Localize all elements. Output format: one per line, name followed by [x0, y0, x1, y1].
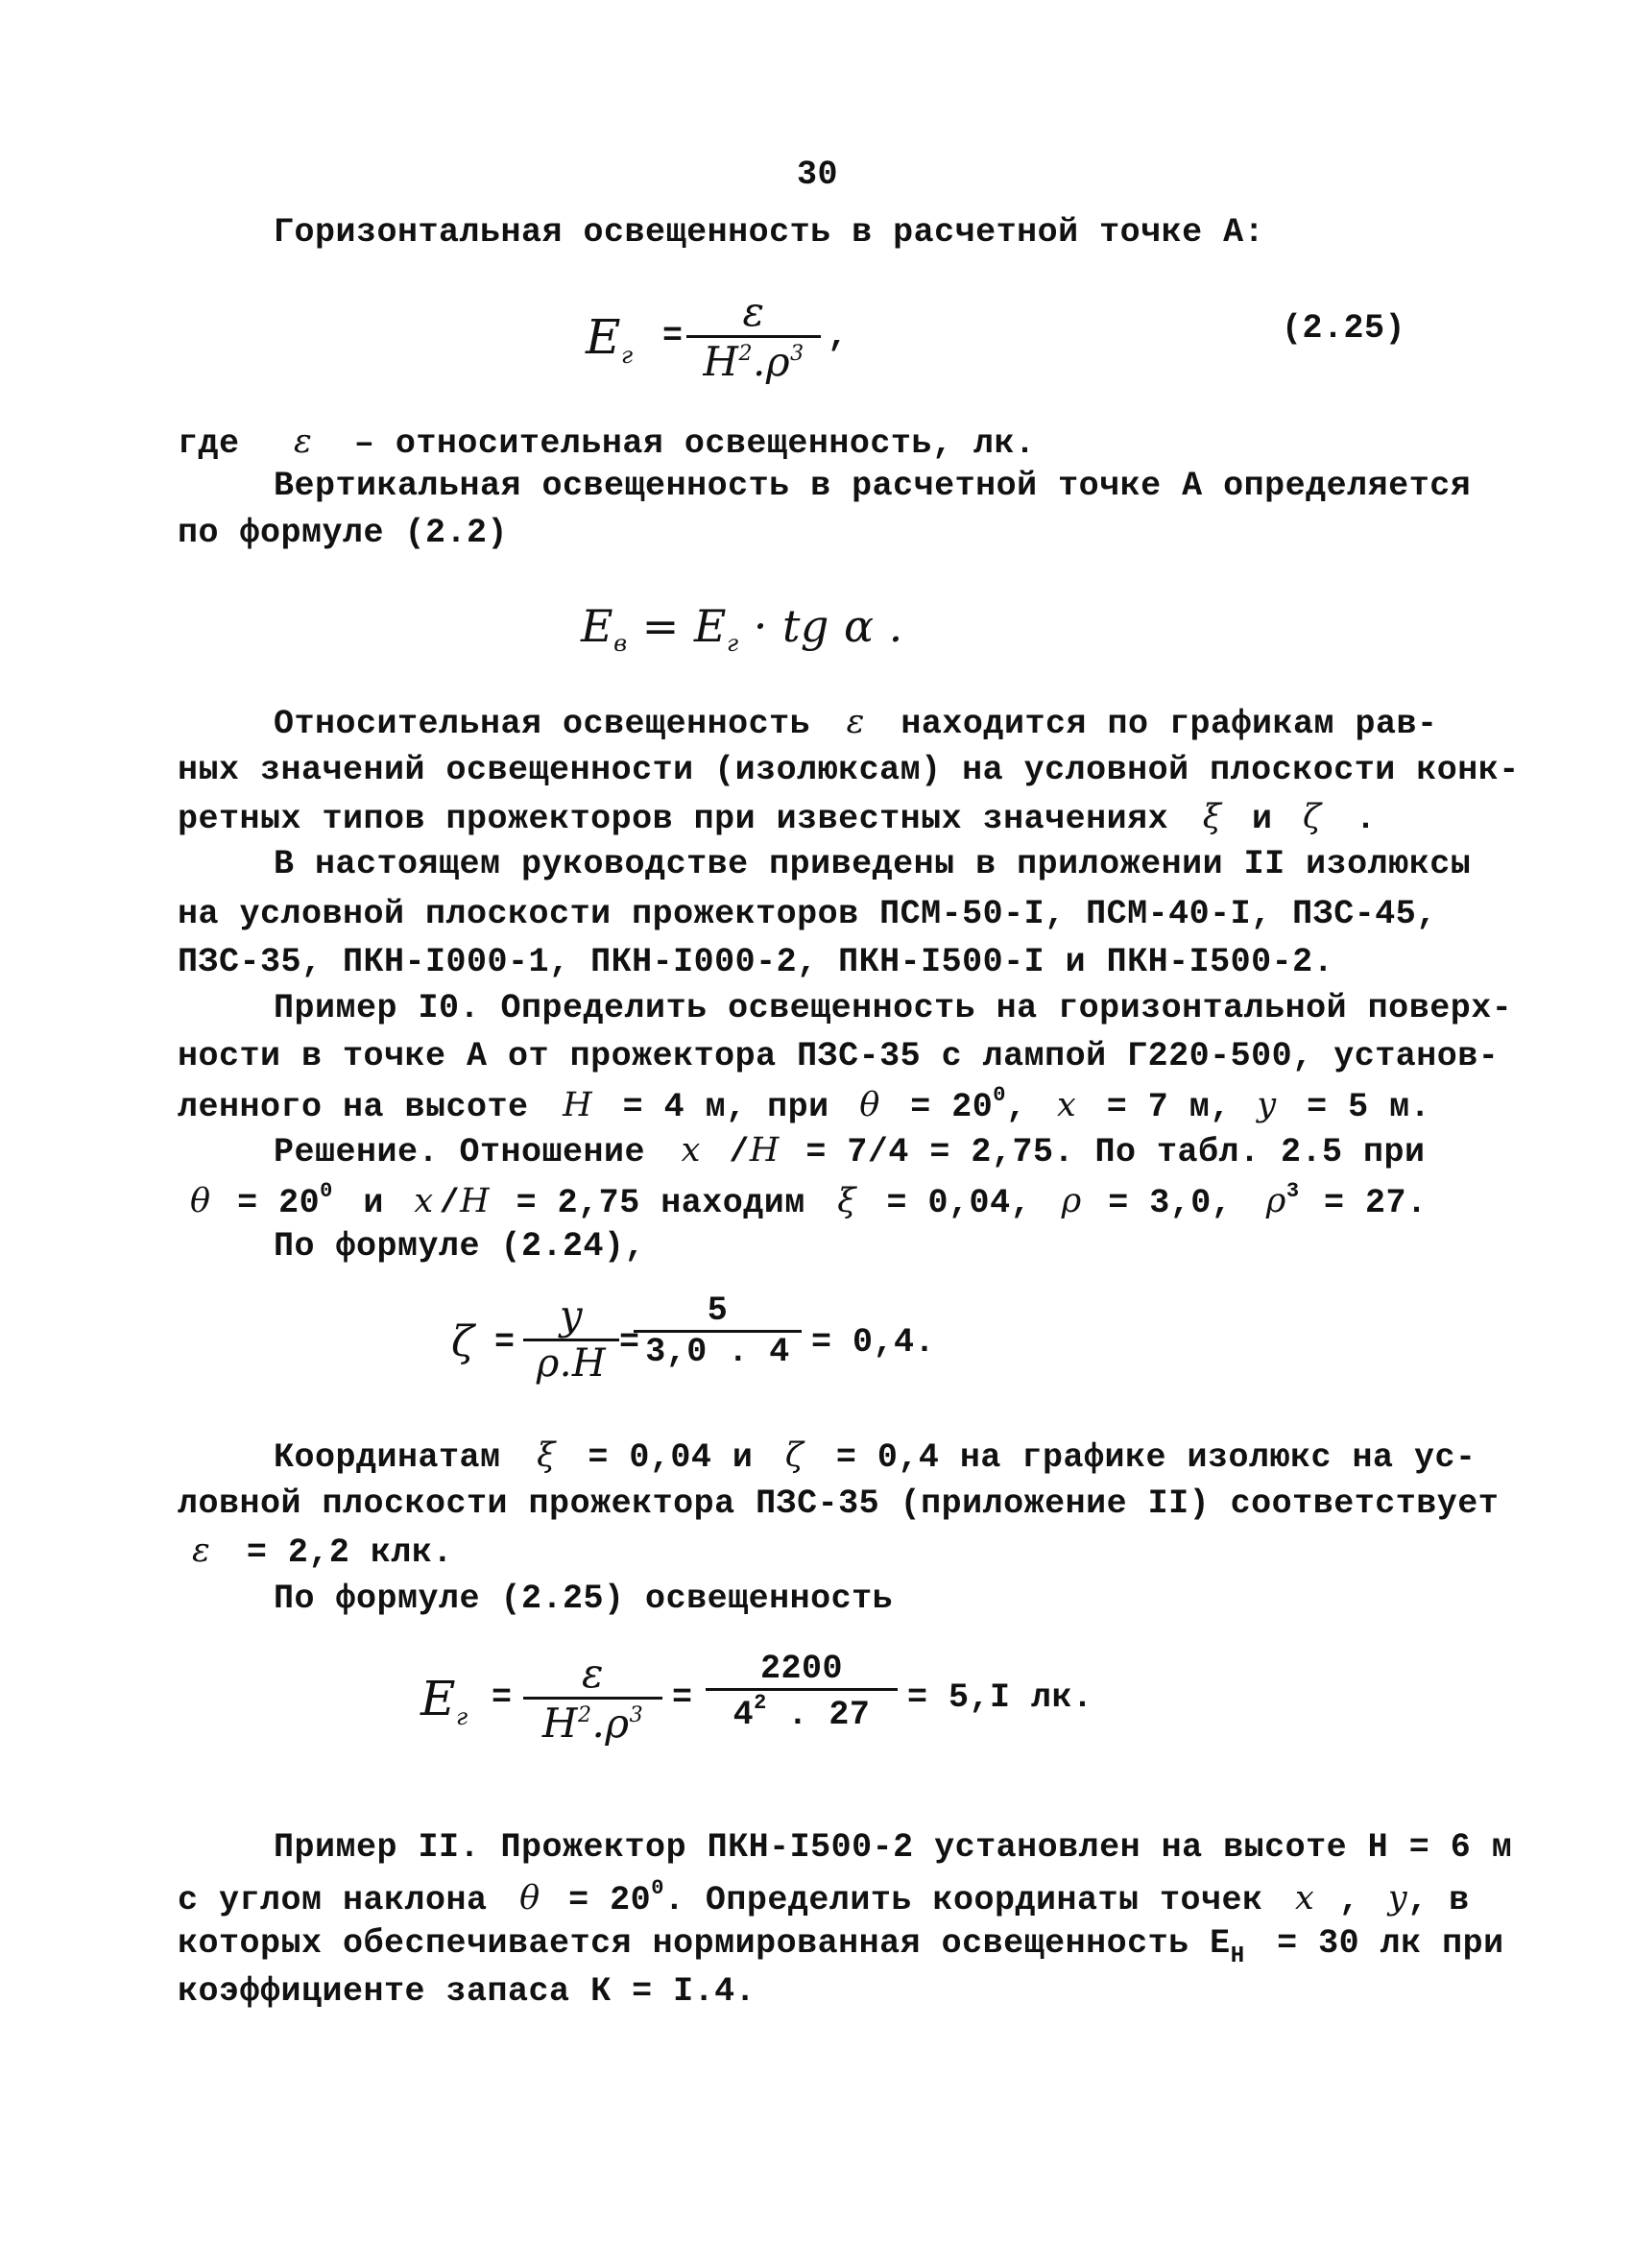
epsilon-symbol: ε — [846, 703, 865, 741]
example-11-line2: с углом наклона $\theta = 20^0$. Определить координаты точек x , y, в — [178, 1876, 1470, 1919]
zeta-lhs: ζ — [451, 1317, 475, 1366]
paragraph-vertical-line2: по формуле (2.2) — [178, 514, 509, 552]
example-10-line1: Пример I0. Определить освещенность на горизонтальной поверх- — [274, 989, 1513, 1027]
example-11-line3: которых обеспечивается нормированная освещенность $E_Н = 30$ лк при — [178, 1924, 1504, 1969]
symbol-e-g: = E — [641, 600, 727, 652]
equals-sign: = — [494, 1323, 516, 1362]
paragraph-guide-line2: на условной плоскости прожекторов ПСМ-50-I, ПСМ-40-I, ПЗС-45, — [178, 895, 1437, 933]
paragraph-vertical-line1: Вертикальная освещенность в расчетной точке А определяется — [274, 467, 1472, 505]
result: = 5,I лк. — [907, 1678, 1093, 1717]
subscript-g: г — [726, 630, 739, 657]
paragraph-relative-line2: ных значений освещенности (изолюксам) на условной плоскости конк- — [178, 751, 1520, 789]
paragraph-guide-line3: ПЗС-35, ПКН-I000-1, ПКН-I000-2, ПКН-I500-I и ПКН-I500-2. — [178, 943, 1334, 981]
paragraph-guide-line1: В настоящем руководстве приведены в приложении II изолюксы — [274, 845, 1472, 883]
tg-alpha: · tg α . — [753, 600, 903, 652]
numerator: 5 — [707, 1291, 729, 1330]
formula-2-24-ref: По формуле (2.24), — [274, 1227, 646, 1266]
paragraph-horizontal-illuminance: Горизонтальная освещенность в расчетной точке А: — [274, 213, 1265, 252]
subscript-g: г — [621, 342, 634, 369]
formula-vertical — [581, 600, 903, 657]
denominator: 3,0 . 4 — [645, 1333, 790, 1371]
numerator: ε — [742, 288, 765, 335]
fraction-y-over-rhoH — [523, 1291, 619, 1386]
coordinates-line2: ловной плоскости прожектора ПЗС-35 (приложение II) соответствует — [178, 1484, 1500, 1523]
fraction-epsilon — [523, 1650, 662, 1747]
solution-line2: $\theta = 20^0$ и x /H = 2,75 находим ξ = 0,04, ρ = 3,0, $\rho^3 = 27$. — [190, 1179, 1428, 1222]
subscript-v: в — [613, 630, 628, 657]
xi-symbol: ξ — [1202, 798, 1222, 836]
numerator: y — [559, 1291, 584, 1339]
where-word: где — [178, 424, 240, 463]
paragraph-relative-line3: ретных типов прожекторов при известных значениях ξ и ζ . — [178, 798, 1377, 838]
example-10-line2: ности в точке А от прожектора ПЗС-35 с лампой Г220-500, установ- — [178, 1037, 1500, 1075]
example-11-line1: Пример II. Прожектор ПКН-I500-2 установлен на высоте Н = 6 м — [274, 1828, 1513, 1867]
comma: , — [828, 317, 849, 355]
denominator: $4^2$ . 27 — [732, 1691, 871, 1734]
symbol-e-v: E — [581, 600, 614, 652]
coordinates-line3: ε = 2,2 клк. — [192, 1532, 453, 1572]
where-definition: – относительная освещенность, лк. — [353, 424, 1036, 463]
numerator: ε — [581, 1650, 605, 1697]
denominator: $H^2.\rho^3$ — [541, 1700, 644, 1747]
fraction-2200 — [706, 1650, 898, 1734]
equals-sign: = — [492, 1678, 513, 1717]
equals-sign: = — [662, 317, 684, 355]
fraction-5-over-3-4 — [634, 1291, 802, 1371]
formula-lhs — [586, 309, 634, 369]
denominator: $H^2.\rho^3$ — [703, 338, 804, 385]
denominator: ρ.H — [536, 1341, 607, 1386]
numerator: 2200 — [759, 1650, 843, 1688]
paragraph-relative-line1: Относительная освещенность ε находится по графикам рав- — [274, 703, 1438, 743]
formula-2-25-ref: По формуле (2.25) освещенность — [274, 1580, 894, 1618]
coordinates-line1: Координатам ξ = 0,04 и ζ = 0,4 на графике изолюкс на ус- — [274, 1436, 1477, 1477]
solution-line1: Решение. Отношение x /H = 7/4 = 2,75. По табл. 2.5 при — [274, 1131, 1426, 1171]
fraction — [686, 288, 821, 385]
equals-sign: = — [672, 1678, 693, 1717]
page-number: 30 — [797, 156, 839, 194]
equals-sign: = — [619, 1323, 640, 1362]
equation-number: (2.25) — [1282, 309, 1406, 348]
epsilon-symbol: ε — [294, 422, 313, 461]
example-11-line4: коэффициенте запаса К = I.4. — [178, 1972, 756, 2011]
symbol-e: E — [586, 309, 621, 365]
formula-lhs: $E_г$ — [420, 1671, 468, 1730]
zeta-symbol: ζ — [1303, 798, 1322, 836]
result: = 0,4. — [811, 1323, 936, 1362]
where-line — [178, 422, 1035, 463]
example-10-line3: ленного на высоте H = 4 м, при $\theta = 20^0$, x = 7 м, y = 5 м. — [178, 1083, 1431, 1126]
